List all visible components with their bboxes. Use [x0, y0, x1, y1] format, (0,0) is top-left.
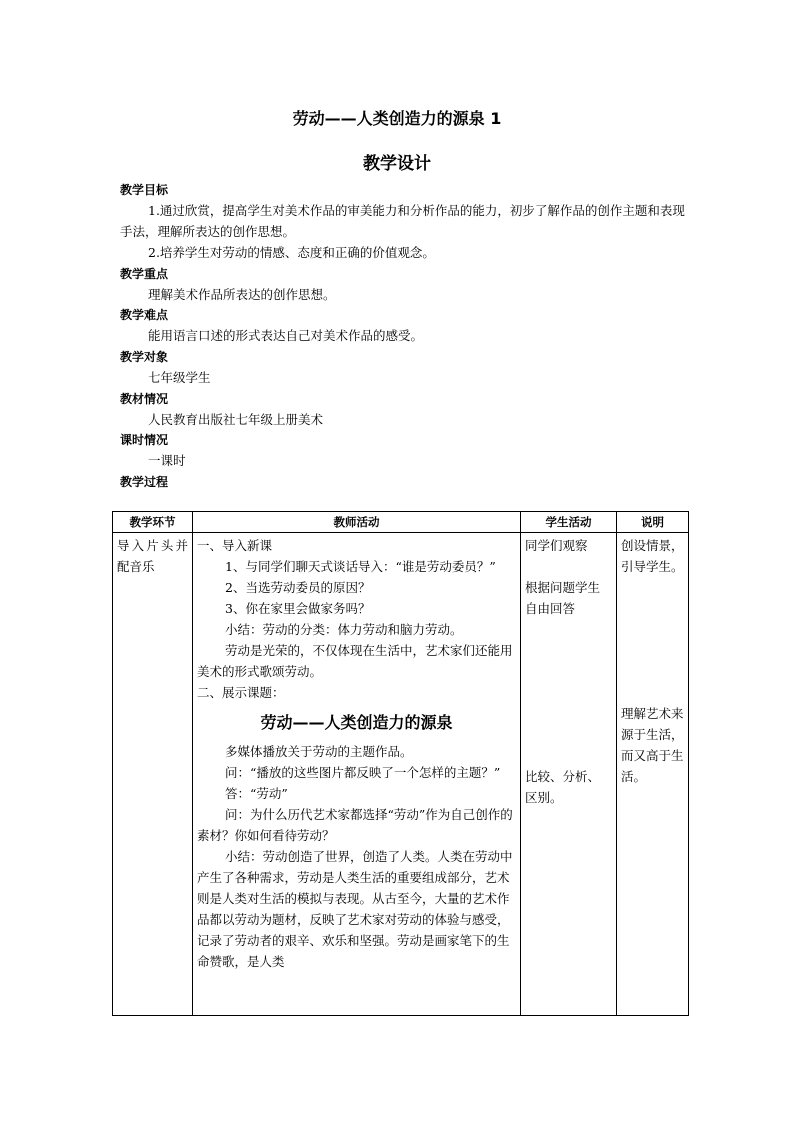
student-cell — [521, 533, 617, 1016]
header-teacher: 教师活动 — [193, 512, 521, 533]
section-text: 1.通过欣赏，提高学生对美术作品的审美能力和分析作品的能力，初步了解作品的创作主题和表现手法，理解所表达的创作思想。 — [120, 203, 685, 239]
section-text: 能用语言口述的形式表达自己对美术作品的感受。 — [148, 328, 424, 343]
student-line: 比较、分析、区别。 — [525, 769, 601, 805]
table-row — [113, 533, 689, 1016]
teacher-line: 小结：劳动创造了世界，创造了人类。人类在劳动中产生了各种需求，劳动是人类生活的重要组成部分，艺术则是人类对生活的模拟与表现。从古至今，大量的艺术作品都以劳动为题材，反映了艺术家对劳动的体验与感受，记录了劳动者的艰辛、欢乐和坚强。劳动是画家笔下的生命赞歌，是人类 — [197, 849, 513, 969]
student-line: 同学们观察 — [525, 538, 588, 553]
stage-cell: 导入片头并配音乐 — [113, 533, 193, 1016]
teacher-line: 问：“播放的这些图片都反映了一个怎样的主题？” — [225, 765, 501, 780]
teacher-line: 一、导入新课 — [197, 538, 273, 553]
section-difficulties — [120, 305, 690, 346]
section-process — [120, 472, 690, 492]
section-heading: 教学对象 — [120, 350, 169, 364]
section-heading: 教学过程 — [120, 475, 169, 489]
section-materials — [120, 389, 690, 430]
teacher-line: 1、与同学们聊天式谈话导入：“谁是劳动委员？” — [225, 559, 496, 574]
section-text: 七年级学生 — [148, 370, 211, 385]
section-heading: 教学目标 — [120, 183, 169, 197]
note-line: 创设情景，引导学生。 — [621, 538, 684, 574]
document-subtitle: 教学设计 — [363, 154, 431, 174]
header-stage: 教学环节 — [113, 512, 193, 533]
teacher-line: 二、展示课题： — [197, 685, 285, 700]
section-text: 人民教育出版社七年级上册美术 — [148, 412, 324, 427]
teacher-line: 多媒体播放关于劳动的主题作品。 — [225, 744, 413, 759]
teacher-line: 劳动是光荣的，不仅体现在生活中，艺术家们还能用美术的形式歌颂劳动。 — [197, 643, 513, 679]
section-heading: 课时情况 — [120, 433, 169, 447]
note-line: 理解艺术来源于生活，而又高于生活。 — [621, 706, 684, 784]
lesson-table — [112, 511, 689, 1016]
section-text: 2.培养学生对劳动的情感、态度和正确的价值观念。 — [148, 245, 435, 260]
student-line: 根据问题学生自由回答 — [525, 580, 601, 616]
teacher-cell — [193, 533, 521, 1016]
section-heading: 教材情况 — [120, 392, 169, 406]
teacher-line: 小结：劳动的分类：体力劳动和脑力劳动。 — [225, 622, 463, 637]
section-text: 理解美术作品所表达的创作思想。 — [148, 287, 336, 302]
section-objectives — [120, 180, 690, 263]
document-title: 劳动——人类创造力的源泉 1 — [292, 109, 502, 128]
section-key-points — [120, 264, 690, 305]
lesson-topic-title: 劳动——人类创造力的源泉 — [260, 713, 453, 732]
note-cell — [617, 533, 689, 1016]
section-heading: 教学重点 — [120, 267, 169, 281]
teacher-line: 3、你在家里会做家务吗？ — [225, 601, 371, 616]
header-note: 说明 — [617, 512, 689, 533]
teacher-line: 2、当选劳动委员的原因？ — [225, 580, 371, 595]
section-heading: 教学难点 — [120, 308, 169, 322]
section-text: 一课时 — [148, 453, 186, 468]
header-student: 学生活动 — [521, 512, 617, 533]
teacher-line: 问：为什么历代艺术家都选择“劳动”作为自己创作的素材？你如何看待劳动？ — [197, 807, 513, 843]
section-audience — [120, 347, 690, 388]
table-header-row — [113, 512, 689, 533]
teacher-line: 答：“劳动” — [225, 786, 288, 801]
section-class-hours — [120, 430, 690, 471]
